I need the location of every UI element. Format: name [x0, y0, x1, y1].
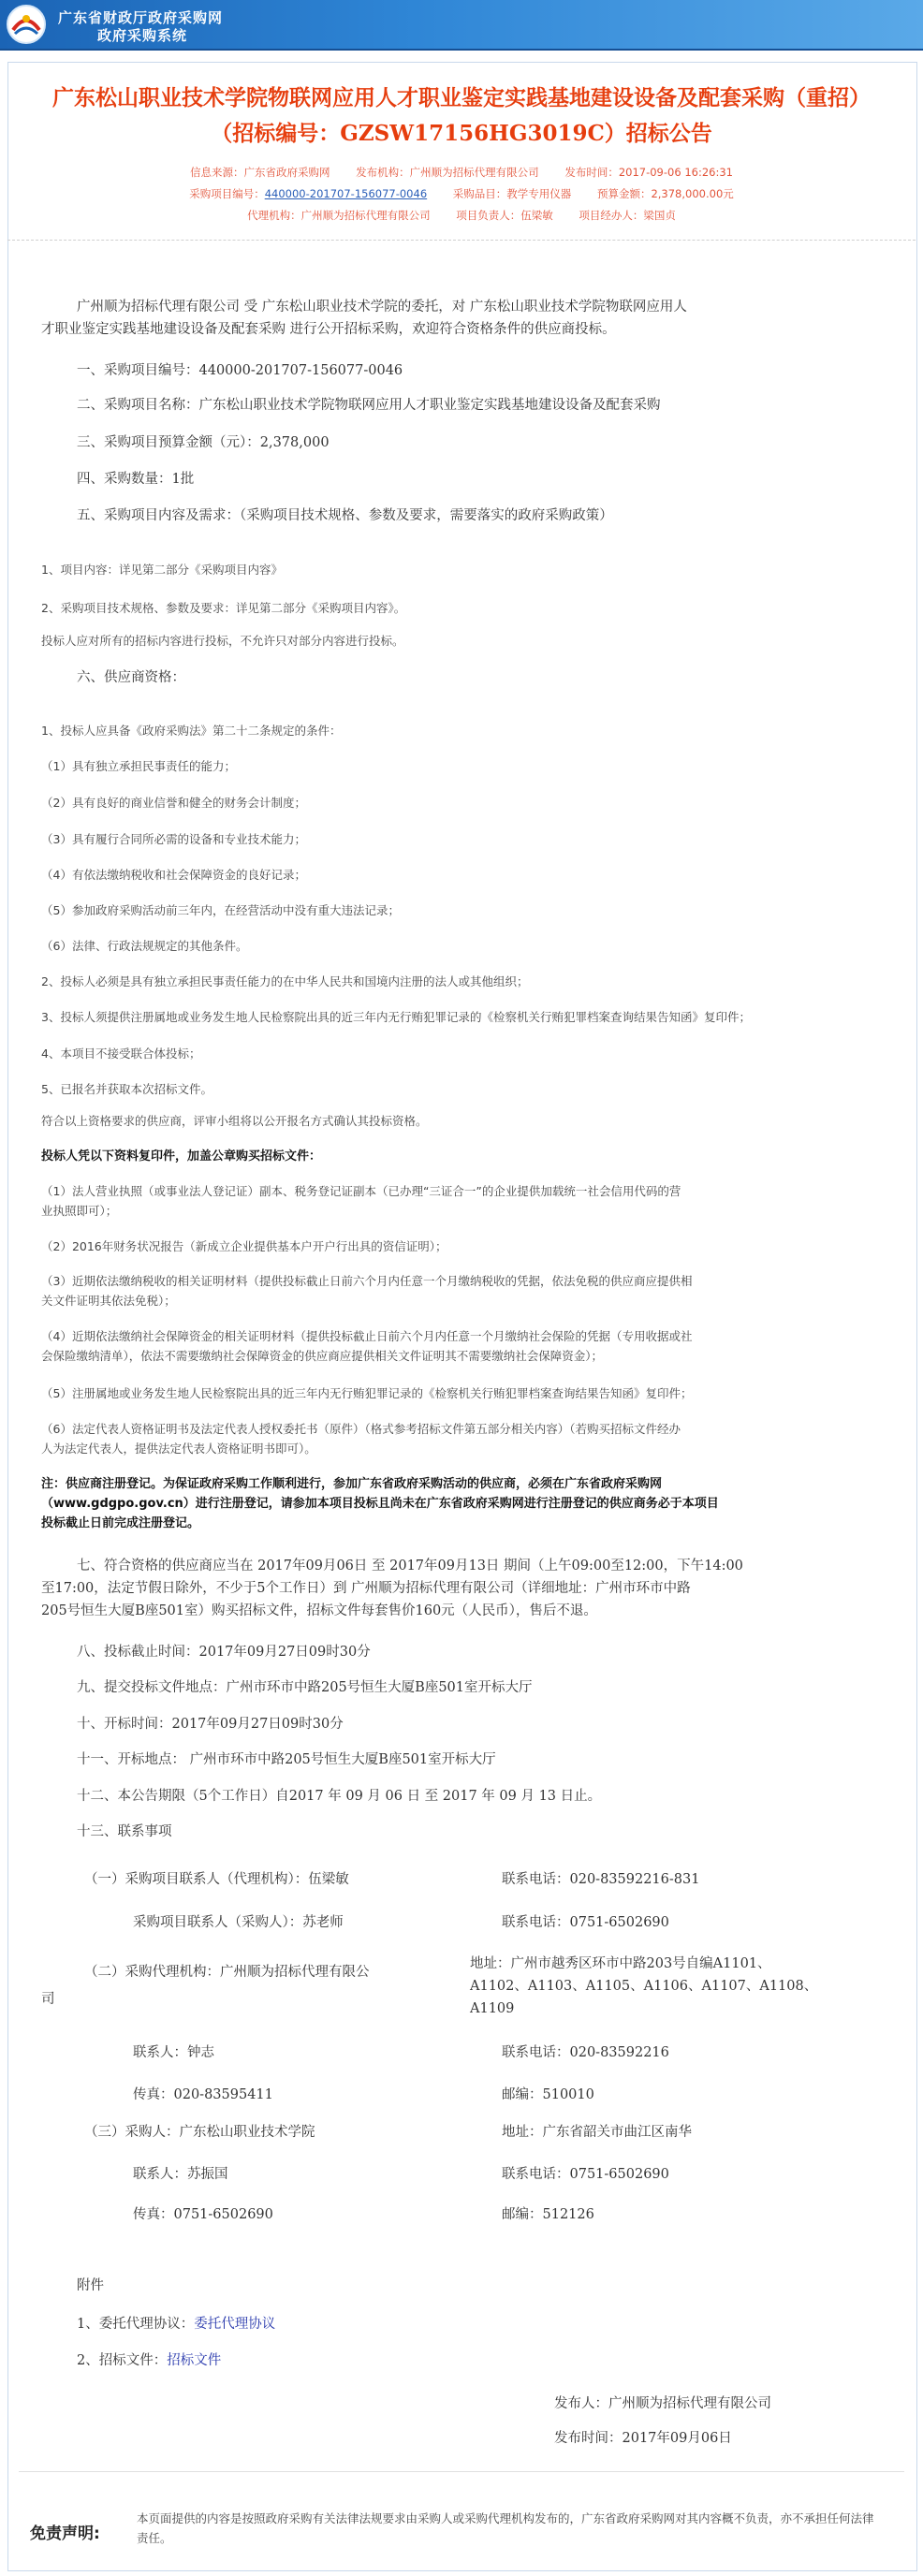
- meta-manager: 项目经办人：梁国贞: [579, 209, 676, 222]
- section-4: 四、采购数量：1批: [77, 472, 195, 487]
- section-7-line-1: 七、符合资格的供应商应当在 2017年09月06日 至 2017年09月13日 期间（上午09:00至12:00，下午14:00: [77, 1559, 743, 1573]
- meta-agency: 代理机构：广州顺为招标代理有限公司: [247, 209, 431, 222]
- qual-3: 3、投标人须提供注册属地或业务发生地人民检察院出具的近三年内无行贿犯罪记录的《检察机关行贿犯罪档案查询结果告知函》复印件；: [41, 1010, 751, 1024]
- agency-contact-tel: 联系电话：020-83592216: [502, 2045, 669, 2060]
- qual-1-5: （5）参加政府采购活动前三年内，在经营活动中没有重大违法记录；: [41, 903, 400, 917]
- section-7-line-2: 至17:00，法定节假日除外，不少于5个工作日）到 广州顺为招标代理有限公司（详细地址：广州市环市中路: [41, 1581, 691, 1596]
- qual-1-3: （3）具有履行合同所必需的设备和专业技术能力；: [41, 832, 306, 846]
- site-name: 广东省财政厅政府采购网: [58, 9, 224, 26]
- buy-3b: 关文件证明其依法免税）；: [41, 1294, 176, 1308]
- section-7-line-3: 205号恒生大厦B座501室）购买招标文件，招标文件每套售价160元（人民币），售后不退。: [41, 1603, 597, 1618]
- qual-1-4: （4）有依法缴纳税收和社会保障资金的良好记录；: [41, 868, 306, 882]
- agency-address-3: A1109: [470, 2001, 515, 2016]
- buy-1a: （1）法人营业执照（或事业法人登记证）副本、税务登记证副本（已办理“三证合一”的企业提供加载统一社会信用代码的营: [41, 1184, 681, 1198]
- attachments-title: 附件: [77, 2278, 104, 2293]
- contact-purchaser-person: 采购项目联系人（采购人）：苏老师: [133, 1915, 344, 1930]
- agency-address-2: A1102、A1103、A1105、A1106、A1107、A1108、: [470, 1979, 818, 1994]
- note-line-1: 注：供应商注册登记。为保证政府采购工作顺利进行，参加广东省政府采购活动的供应商，必须在广东省政府采购网: [41, 1477, 663, 1491]
- footer-publisher: 发布人：广州顺为招标代理有限公司: [554, 2396, 771, 2411]
- notice-title-line1: 广东松山职业技术学院物联网应用人才职业鉴定实践基地建设设备及配套采购（重招）: [52, 85, 871, 110]
- site-subname: 政府采购系统: [97, 27, 188, 44]
- attachment-2-label: 2、招标文件：: [77, 2353, 168, 2368]
- agency-fax: 传真：020-83595411: [133, 2087, 273, 2102]
- contact-purchaser-tel: 联系电话：0751-6502690: [502, 1915, 669, 1930]
- purchaser-contact-person: 联系人：苏振国: [133, 2167, 228, 2182]
- meta-publisher: 发布机构：广州顺为招标代理有限公司: [356, 166, 539, 179]
- buy-6a: （6）法定代表人资格证明书及法定代表人授权委托书（原件）（格式参考招标文件第五部分相关内容）（若购买招标文件经办: [41, 1422, 681, 1436]
- disclaimer-text: 本页面提供的内容是按照政府采购有关法律法规要求由采购人或采购代理机构发布的，广东省政府采购网对其内容概不负责，亦不承担任何法律责任。: [137, 2511, 874, 2545]
- buy-3a: （3）近期依法缴纳税收的相关证明材料（提供投标截止日前六个月内任意一个月缴纳税收的凭据，依法免税的供应商应提供相: [41, 1274, 693, 1288]
- meta-publish-time: 发布时间：2017-09-06 16:26:31: [564, 166, 733, 179]
- agency-address-1: 地址：广州市越秀区环市中路203号自编A1101、: [470, 1956, 771, 1971]
- qual-4: 4、本项目不接受联合体投标；: [41, 1046, 201, 1061]
- purchaser-fax: 传真：0751-6502690: [133, 2207, 273, 2222]
- section-8: 八、投标截止时间：2017年09月27日09时30分: [77, 1645, 371, 1660]
- agency-zip: 邮编：510010: [502, 2087, 594, 2102]
- attachment-2-link[interactable]: 招标文件: [167, 2353, 222, 2368]
- qual-5: 5、已报名并获取本次招标文件。: [41, 1082, 212, 1096]
- note-line-3: 投标截止日前完成注册登记。: [41, 1516, 200, 1530]
- section-12: 十二、本公告期限（5个工作日）自2017 年 09 月 06 日 至 2017 年 09 月 13 日止。: [77, 1789, 602, 1804]
- qual-1-6: （6）法律、行政法规规定的其他条件。: [41, 939, 248, 953]
- qual-1-2: （2）具有良好的商业信誉和健全的财务会计制度；: [41, 796, 306, 810]
- divider: [7, 240, 916, 241]
- qual-note: 符合以上资格要求的供应商，评审小组将以公开报名方式确认其投标资格。: [41, 1114, 428, 1128]
- site-header: [0, 0, 923, 51]
- qual-2: 2、投标人必须是具有独立承担民事责任能力的在中华人民共和国境内注册的法人或其他组织；: [41, 974, 529, 988]
- meta-budget: 预算金额：2,378,000.00元: [596, 187, 734, 200]
- meta-row-1: [0, 165, 923, 180]
- meta-source: 信息来源：广东省政府采购网: [190, 166, 330, 179]
- intro-line-2: 才职业鉴定实践基地建设设备及配套采购 进行公开招标采购，欢迎符合资格条件的供应商投标。: [41, 322, 616, 337]
- intro-line-1: 广州顺为招标代理有限公司 受 广东松山职业技术学院的委托，对 广东松山职业技术学院物联网应用人: [77, 300, 687, 315]
- purchaser-address: 地址：广东省韶关市曲江区南华: [502, 2125, 692, 2140]
- agency-name: （二）采购代理机构：广州顺为招标代理有限公: [84, 1965, 370, 1980]
- buy-6b: 人为法定代表人，提供法定代表人资格证明书即可）。: [41, 1442, 316, 1456]
- buy-5: （5）注册属地或业务发生地人民检察院出具的近三年内无行贿犯罪记录的《检察机关行贿犯罪档案查询结果告知函》复印件；: [41, 1386, 693, 1400]
- section-1: 一、采购项目编号：440000-201707-156077-0046: [77, 363, 403, 378]
- meta-project-no-link[interactable]: 440000-201707-156077-0046: [264, 187, 428, 200]
- section-5: 五、采购项目内容及需求：（采购项目技术规格、参数及要求，需要落实的政府采购政策）: [77, 508, 613, 523]
- purchaser-name: （三）采购人：广东松山职业技术学院: [84, 2125, 315, 2140]
- content-2: 2、采购项目技术规格、参数及要求：详见第二部分《采购项目内容》。: [41, 601, 406, 615]
- qual-1-1: （1）具有独立承担民事责任的能力；: [41, 759, 236, 773]
- agency-name-cont: 司: [41, 1992, 55, 2007]
- meta-leader: 项目负责人：伍梁敏: [456, 209, 553, 222]
- purchaser-contact-tel: 联系电话：0751-6502690: [502, 2167, 669, 2182]
- section-3: 三、采购项目预算金额（元）：2,378,000: [77, 435, 330, 450]
- section-13: 十三、联系事项: [77, 1824, 172, 1839]
- purchaser-zip: 邮编：512126: [502, 2207, 594, 2222]
- buy-1b: 业执照即可）；: [41, 1204, 118, 1218]
- disclaimer-label: 免责声明:: [30, 2525, 100, 2543]
- notice-title-line2: （招标编号：GZSW17156HG3019C）招标公告: [211, 121, 712, 146]
- meta-project-no-label: 采购项目编号：: [189, 187, 265, 200]
- contact-agency-tel: 联系电话：020-83592216-831: [502, 1872, 700, 1887]
- attachment-1: [77, 2313, 275, 2335]
- attachment-1-label: 1、委托代理协议：: [77, 2317, 195, 2332]
- content-1: 1、项目内容：详见第二部分《采购项目内容》: [41, 563, 283, 577]
- section-11: 十一、开标地点： 广州市环市中路205号恒生大厦B座501室开标大厅: [77, 1752, 496, 1767]
- buy-2: （2）2016年财务状况报告（新成立企业提供基本户开户行出具的资信证明）；: [41, 1239, 447, 1253]
- notice-title: [19, 80, 904, 152]
- agency-contact-person: 联系人：钟志: [133, 2045, 214, 2060]
- content-3: 投标人应对所有的招标内容进行投标，不允许只对部分内容进行投标。: [41, 634, 404, 648]
- buy-4b: 会保险缴纳清单），依法不需要缴纳社会保障资金的供应商应提供相关文件证明其不需要缴纳社会保障资金）；: [41, 1349, 604, 1363]
- section-9: 九、提交投标文件地点：广州市环市中路205号恒生大厦B座501室开标大厅: [77, 1680, 533, 1695]
- meta-row-2: [0, 186, 923, 201]
- note-line-2: （www.gdgpo.gov.cn）进行注册登记，请参加本项目投标且尚未在广东省政府采购网进行注册登记的供应商务必于本项目: [41, 1497, 719, 1511]
- meta-row-3: [0, 208, 923, 223]
- buy-4a: （4）近期依法缴纳社会保障资金的相关证明材料（提供投标截止日前六个月内任意一个月缴纳社会保险的凭据（专用收据或社: [41, 1329, 693, 1343]
- section-10: 十、开标时间：2017年09月27日09时30分: [77, 1717, 344, 1732]
- buy-docs-title: 投标人凭以下资料复印件，加盖公章购买招标文件：: [41, 1149, 322, 1164]
- attachment-1-link[interactable]: 委托代理协议: [194, 2317, 276, 2332]
- qualification-title: 六、供应商资格：: [77, 670, 185, 685]
- attachment-2: [77, 2349, 221, 2372]
- emblem-logo-icon: [6, 4, 47, 45]
- section-2: 二、采购项目名称：广东松山职业技术学院物联网应用人才职业鉴定实践基地建设设备及配套采购: [77, 398, 661, 413]
- footer-date: 发布时间：2017年09月06日: [554, 2431, 732, 2446]
- contact-agency-person: （一）采购项目联系人（代理机构）：伍梁敏: [84, 1872, 349, 1887]
- qual-1: 1、投标人应具备《政府采购法》第二十二条规定的条件：: [41, 724, 342, 738]
- meta-category: 采购品目：教学专用仪器: [452, 187, 572, 200]
